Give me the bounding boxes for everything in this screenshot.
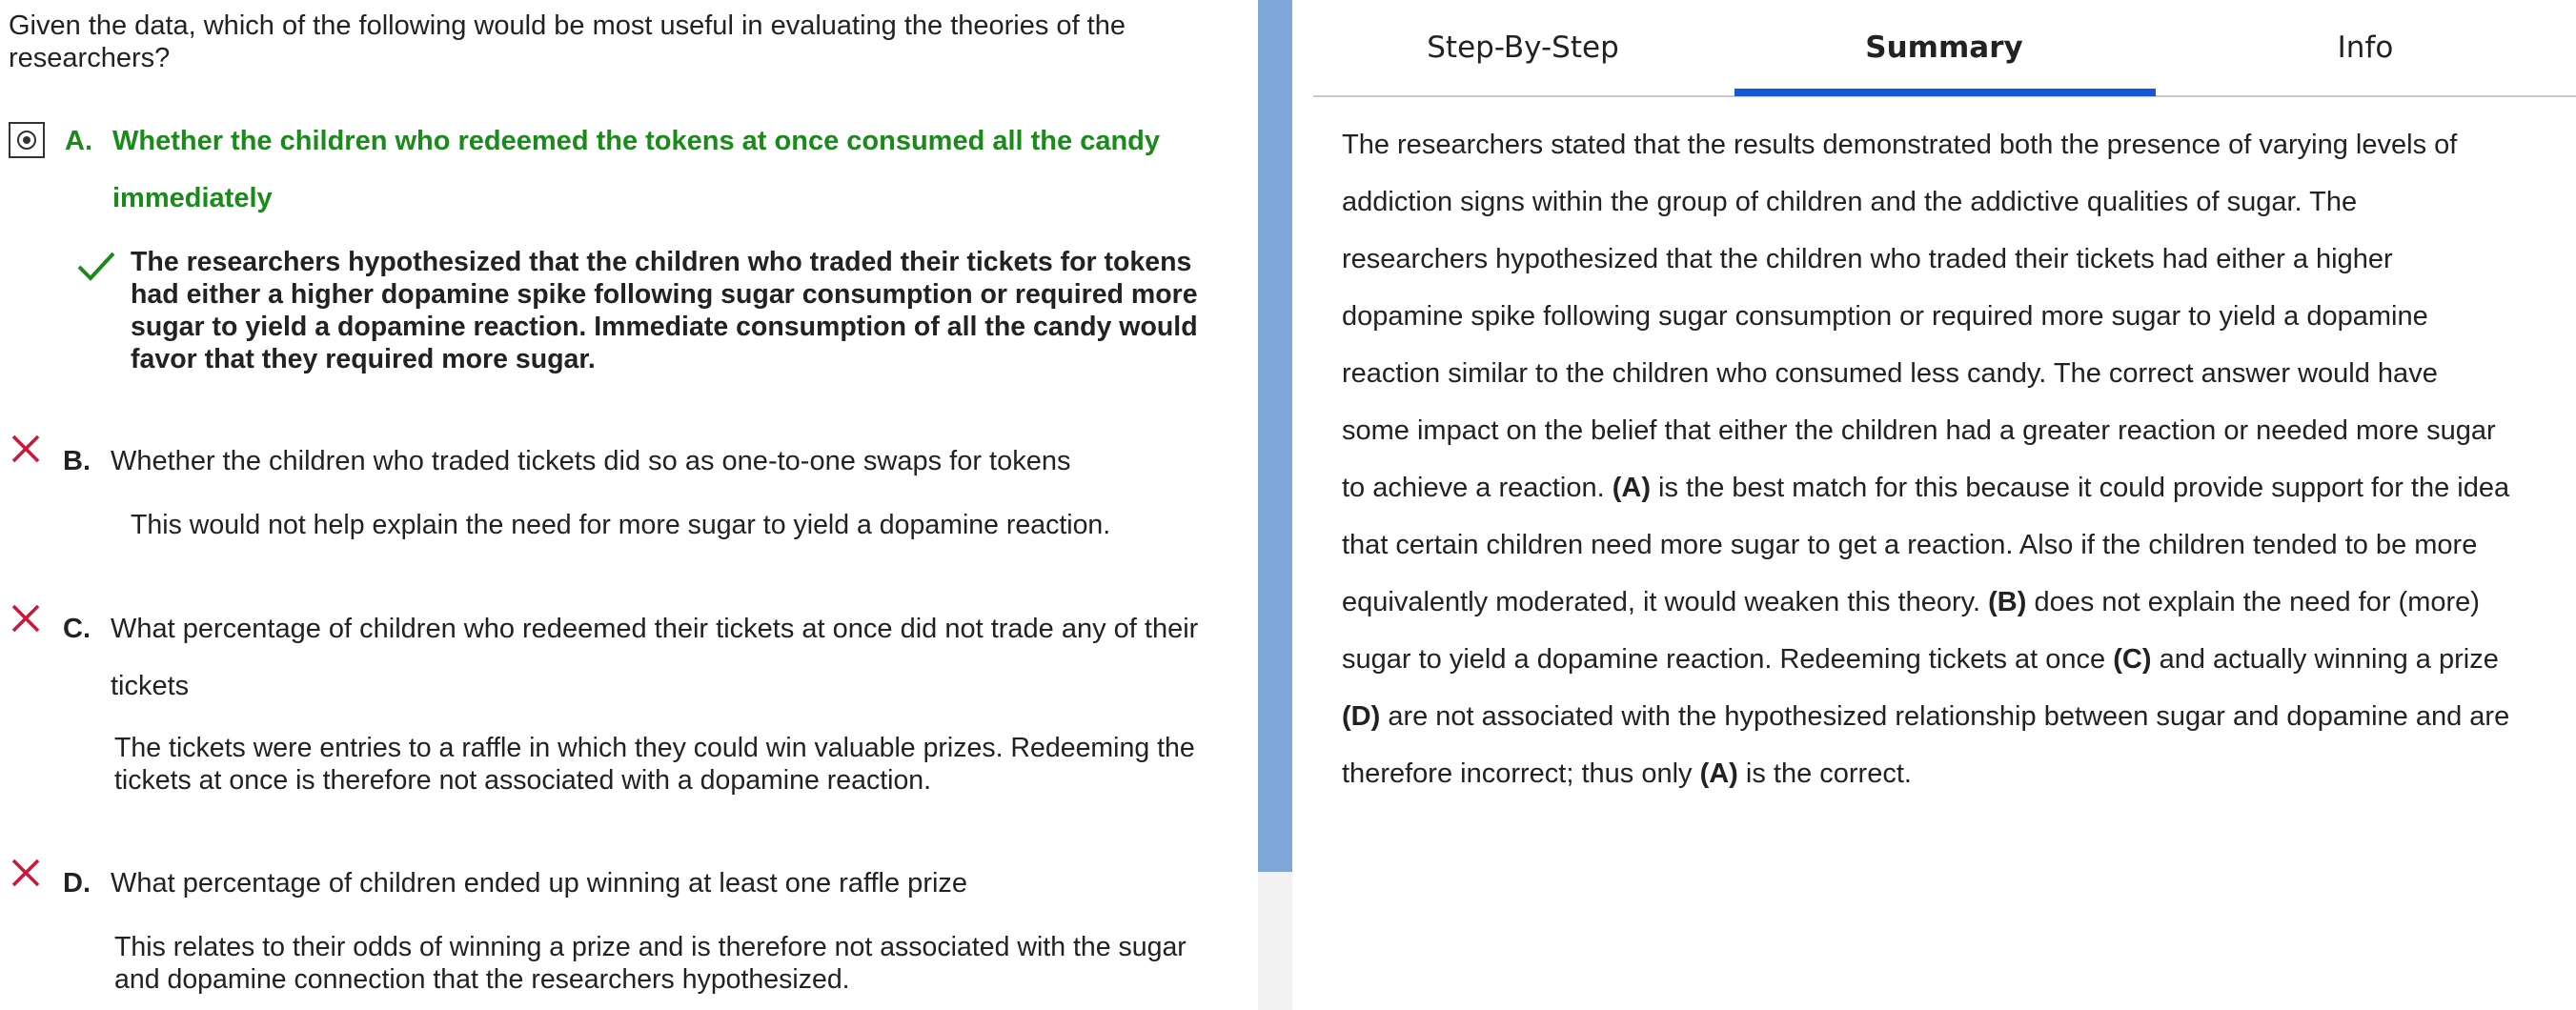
question-stem: Given the data, which of the following would be most useful in evaluating the theories of the researchers? xyxy=(9,10,1126,73)
radio-selected-icon[interactable] xyxy=(9,122,45,158)
choice-text: Whether the children who redeemed the tokens at once consumed all the candy xyxy=(112,126,1161,156)
x-mark-icon xyxy=(10,434,41,464)
checkmark-icon xyxy=(76,250,116,282)
summary-text xyxy=(1342,116,2562,802)
choice-text: Whether the children who traded tickets did so as one-to-one swaps for tokens xyxy=(111,446,1071,476)
tab-summary[interactable]: Summary xyxy=(1865,30,2023,65)
summary-line: (D) are not associated with the hypothesized relationship between sugar and dopamine and are xyxy=(1342,701,2510,732)
summary-line: equivalently moderated, it would weaken this theory. (B) does not explain the need for (more) xyxy=(1342,587,2480,617)
summary-line: sugar to yield a dopamine reaction. Redeeming tickets at once (C) and actually winning a prize xyxy=(1342,644,2499,675)
tab-info[interactable]: Info xyxy=(2337,30,2394,65)
summary-line: reaction similar to the children who consumed less candy. The correct answer would have xyxy=(1342,358,2438,389)
tab-bar xyxy=(1313,0,2576,97)
summary-line: therefore incorrect; thus only (A) is the correct. xyxy=(1342,758,1912,789)
summary-line: some impact on the belief that either the children had a greater reaction or needed more sugar xyxy=(1342,415,2496,446)
summary-line: dopamine spike following sugar consumption or required more sugar to yield a dopamine xyxy=(1342,301,2428,332)
choice-b-explanation: This would not help explain the need for more sugar to yield a dopamine reaction. xyxy=(131,510,1111,540)
solution-panel xyxy=(1313,0,2576,1010)
choice-letter: C. xyxy=(63,614,91,644)
scrollbar-thumb[interactable] xyxy=(1258,872,1292,1010)
choice-text-continued: immediately xyxy=(112,183,273,213)
active-tab-indicator xyxy=(1734,89,2156,96)
pane-scrollbar[interactable] xyxy=(1258,0,1292,1010)
x-mark-icon xyxy=(10,603,41,634)
choice-letter: A. xyxy=(65,126,92,156)
tab-step-by-step[interactable]: Step-By-Step xyxy=(1427,30,1619,65)
question-panel xyxy=(0,0,1258,1010)
choice-a-explanation: The researchers hypothesized that the children who traded their tickets for tokens had either a higher dopamine spike following sugar consumption or required more sugar to yield a dopamine reaction. Immediate consumption of all the candy would favor that they required more sugar. xyxy=(131,247,1198,374)
choice-ref: (A) xyxy=(1612,473,1651,503)
x-mark-icon xyxy=(10,858,41,888)
choice-letter: B. xyxy=(63,446,91,476)
choice-ref: (A) xyxy=(1699,758,1738,789)
summary-line: addiction signs within the group of children and the addictive qualities of sugar. The xyxy=(1342,187,2358,217)
choice-c-explanation: The tickets were entries to a raffle in which they could win valuable prizes. Redeeming the tickets at once is therefore not associated with a dopamine reaction. xyxy=(114,733,1195,796)
choice-letter: D. xyxy=(63,868,91,899)
summary-line: to achieve a reaction. (A) is the best match for this because it could provide support for the idea xyxy=(1342,473,2510,503)
summary-line: The researchers stated that the results demonstrated both the presence of varying levels of xyxy=(1342,130,2458,160)
choice-text-continued: tickets xyxy=(111,671,190,701)
choice-ref: (D) xyxy=(1342,701,1381,732)
choice-ref: (C) xyxy=(2113,644,2152,675)
choice-d-explanation: This relates to their odds of winning a prize and is therefore not associated with the sugar and dopamine connection that the researchers hypothesized. xyxy=(114,932,1187,995)
choice-text: What percentage of children ended up winning at least one raffle prize xyxy=(111,868,968,899)
summary-line: researchers hypothesized that the children who traded their tickets had either a higher xyxy=(1342,244,2393,274)
choice-text: What percentage of children who redeemed their tickets at once did not trade any of their xyxy=(111,614,1199,644)
choice-ref: (B) xyxy=(1988,587,2027,617)
summary-line: that certain children need more sugar to get a reaction. Also if the children tended to be more xyxy=(1342,530,2478,560)
